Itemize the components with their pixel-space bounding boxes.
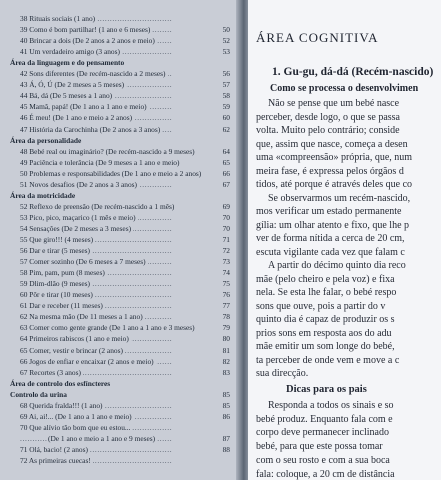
toc-entry	[0, 456, 230, 466]
toc-page-number: 71	[214, 235, 230, 245]
body-line: Se observarmos um recém-nascido,	[268, 192, 411, 204]
toc-entry	[0, 224, 230, 234]
toc-entry-title: 61 Dar e receber (11 meses)	[20, 301, 103, 311]
toc-entry-title: 53 Pico, pico, maçarico (1 mês e meio)	[20, 212, 136, 222]
body-line: A partir do décimo quinto dia reco	[268, 260, 406, 271]
toc-entry-title: 40 Brincar a dois (De 2 anos a 2 anos e meio)	[20, 36, 155, 46]
toc-entry-title: 59 Dlim-dlão (9 meses)	[20, 279, 90, 289]
body-line: prios sons em resposta aos do adu	[256, 327, 392, 339]
toc-entry-title: 60 Pôr e tirar (10 meses)	[20, 290, 93, 300]
toc-entry	[0, 434, 230, 444]
toc-entry	[0, 91, 230, 101]
body-line: que, assim que nasce, começa a desen	[256, 138, 408, 150]
toc-entry-title: 42 Sons diferentes (De recém-nascido a 2 meses)	[20, 69, 166, 79]
toc-entry	[0, 401, 230, 411]
body-line: sua direcção.	[256, 368, 309, 379]
toc-entry	[0, 202, 230, 212]
toc-entry	[0, 47, 230, 57]
toc-entry	[0, 25, 230, 35]
toc-entry-title: 55 Que giro!!! (4 meses)	[20, 235, 94, 244]
toc-page-number: 70	[214, 224, 230, 234]
toc-entry-title: 63 Comer como gente grande (De 1 ano a 1 ano e 3 meses)	[20, 323, 195, 333]
toc-entry-title: 47 História da Carochinha (De 2 anos a 3 anos)	[20, 124, 161, 134]
sub-heading: Como se processa o desenvolvimen	[270, 83, 419, 94]
toc-entry-title: 46 É meu! (De 1 ano e meio a 2 anos)	[20, 113, 133, 123]
tips-heading: Dicas para os pais	[286, 384, 367, 395]
toc-entry	[0, 147, 230, 157]
toc-section-heading	[0, 58, 230, 68]
toc-entry	[0, 36, 230, 46]
toc-page-number: 73	[214, 257, 230, 267]
toc-page-number: 65	[214, 158, 230, 168]
toc-page-number: 70	[214, 213, 230, 223]
chapter-title: 1. Gu-gu, dá-dá (Recém-nascido)	[272, 66, 434, 78]
toc-page-number: 64	[214, 147, 230, 157]
body-line: sons que ouve, pois a partir do v	[256, 300, 386, 312]
body-line: ver de forma nítida a cerca de 20 cm,	[256, 233, 405, 244]
toc-entry-title: (De 1 ano e meio a 1 ano e 9 meses)	[48, 433, 156, 443]
toc-page-number: 59	[214, 102, 230, 112]
toc-page-number: 69	[214, 202, 230, 212]
toc-entry-title: 56 Dar e tirar (5 meses)	[20, 246, 90, 256]
toc-entry	[0, 213, 230, 223]
toc-entry-title: 71 Olá, bacio! (2 anos)	[20, 444, 88, 454]
toc-entry-title: 50 Problemas e responsabilidades (De 1 ano e meio a 2 anos)	[20, 168, 202, 178]
tips-line: fala: coloque, a 20 cm de distância	[256, 468, 395, 480]
body-line: escuta vigilante cada vez que falam c	[256, 246, 405, 258]
body-line: uma «compreensão» própria, que, num	[256, 152, 413, 163]
tips-line: Responda a todos os sinais e so	[268, 400, 394, 411]
toc-page-number: 52	[214, 36, 230, 46]
toc-entry	[0, 257, 230, 267]
body-line: volta. Muito pelo contrário; conside	[256, 125, 400, 136]
toc-page-number: 66	[214, 169, 230, 179]
toc-entry-title: 43 Á, Ó, Ú (De 2 meses a 5 meses)	[20, 80, 125, 90]
toc-page-number: 72	[214, 246, 230, 256]
toc-entry	[0, 69, 230, 79]
toc-entry	[0, 390, 230, 400]
toc-entry	[0, 125, 230, 135]
toc-entry-title: 72 As primeiras cuecas!	[20, 456, 91, 465]
toc-page-number: 75	[214, 279, 230, 289]
toc-entry	[0, 412, 230, 422]
toc-entry-title: 49 Paciência e tolerância (De 9 meses a 1 ano e meio)	[20, 157, 180, 167]
toc-page-number: 83	[214, 368, 230, 378]
body-line: meira fase, é expressa pelos órgãos d	[256, 165, 404, 177]
toc-page-number: 74	[214, 268, 230, 278]
toc-entry-title: 51 Novos desafios (De 2 anos a 3 anos)	[20, 179, 137, 189]
toc-entry-title: Área da motricidade	[10, 190, 76, 200]
toc-entry	[0, 290, 230, 300]
toc-entry	[0, 169, 230, 179]
toc-entry	[0, 301, 230, 311]
toc-page-number: 67	[214, 180, 230, 190]
body-line: gília: um olhar atento e fixo, que lhe p	[256, 219, 410, 231]
toc-section-heading	[0, 136, 230, 146]
toc-entry-title: 57 Comer sozinho (De 6 meses a 7 meses)	[20, 257, 146, 267]
toc-entry	[0, 346, 230, 356]
body-line: mãe (pelo cheiro e pela voz) e fixa	[256, 273, 395, 285]
toc-entry-title: 62 Na mesma mão (De 11 meses a 1 ano)	[20, 312, 143, 322]
toc-page-number: 79	[214, 323, 230, 333]
toc-entry-title: 69 Ai, ai!... (De 1 ano a 1 ano e meio)	[20, 411, 132, 421]
toc-entry	[0, 334, 230, 344]
toc-page-number: 81	[214, 346, 230, 356]
body-line: mãe emitir um som longe do bebé,	[256, 341, 395, 352]
toc-entry-title: 48 Bebé real ou imaginário? (De recém-nascido a 9 meses)	[20, 146, 195, 156]
right-page-text	[248, 0, 441, 480]
toc-entry-title: 39 Como é bom partilhar! (1 ano e 6 meses)	[20, 25, 151, 35]
toc-section-heading	[0, 191, 230, 201]
tips-line: bebé produz. Enquanto fala com e	[256, 413, 393, 425]
toc-page-number: 76	[214, 290, 230, 300]
body-line: nela. Se esta lhe falar, o bebé respo	[256, 287, 397, 298]
toc-entry	[0, 445, 230, 455]
toc-page-number: 88	[214, 445, 230, 455]
toc-entry-title: Controlo da urina	[10, 389, 67, 399]
body-line: quinto dia é capaz de produzir os s	[256, 314, 395, 325]
toc-entry	[0, 80, 230, 90]
toc-entry	[0, 368, 230, 378]
toc-page-number: 87	[214, 434, 230, 444]
toc-entry	[0, 279, 230, 289]
toc-page-number: 57	[214, 80, 230, 90]
toc-entry	[0, 323, 230, 333]
toc-page-number: 85	[214, 401, 230, 411]
toc-entry	[0, 246, 230, 256]
tips-line: corpo deve permanecer inclinado	[256, 427, 389, 439]
toc-page-number: 80	[214, 334, 230, 344]
body-line: ta perceber de onde vem e move a c	[256, 354, 400, 366]
toc-entry-title: 38 Rituais sociais (1 ano)	[20, 14, 96, 23]
toc-entry-title: Área de controlo dos esfíncteres	[10, 378, 111, 388]
toc-entry	[0, 14, 230, 24]
toc-entry	[0, 357, 230, 367]
tips-line: com o seu rosto e com a sua boca	[256, 454, 390, 466]
toc-entry	[0, 158, 230, 168]
toc-entry-title: 64 Primeiros rabiscos (1 ano e meio)	[20, 334, 129, 344]
tips-line: bebé, para que este possa tomar	[256, 441, 383, 453]
toc-page-number: 60	[214, 113, 230, 123]
toc-page-number: 77	[214, 301, 230, 311]
body-line: perceber, desde logo, o que se passa	[256, 111, 400, 123]
toc-entry-title: 44 Bá, dá (De 5 meses a 1 ano)	[20, 91, 113, 101]
body-line: Não se pense que um bebé nasce	[268, 98, 400, 109]
toc-entry	[0, 312, 230, 322]
toc-entry	[0, 268, 230, 278]
toc-page-number: 53	[214, 47, 230, 57]
toc-section-heading	[0, 379, 230, 389]
toc-entry	[0, 113, 230, 123]
toc-page-number: 85	[214, 390, 230, 400]
toc-page-number: 86	[214, 412, 230, 422]
toc-entry	[0, 102, 230, 112]
body-line: mos verificar um estado permanente	[256, 206, 402, 217]
toc-entry-title: 41 Um verdadeiro amigo (3 anos)	[20, 47, 120, 57]
toc-entry-title: 52 Reflexo de preensão (De recém-nascido a 1 mês)	[20, 201, 175, 211]
toc-entry-title: Área da personalidade	[10, 135, 82, 145]
toc-entry-title: 66 Jogos de enfiar e encaixar (2 anos e meio)	[20, 356, 154, 366]
body-line: tidos, até porque é através deles que co	[256, 179, 413, 190]
section-title: ÁREA COGNITIVA	[256, 30, 379, 45]
toc-entry-title: 68 Querida fralda!!! (1 ano)	[20, 400, 103, 410]
toc-entry	[0, 235, 230, 245]
toc-page-number: 58	[214, 91, 230, 101]
toc-entry-title: Área da linguagem e do pensamento	[10, 58, 125, 68]
toc-entry-title: 54 Sensações (De 2 meses a 3 meses)	[20, 223, 132, 233]
toc-entry	[0, 180, 230, 190]
toc-entry	[0, 423, 230, 433]
toc-entry-title: 65 Comer, vestir e brincar (2 anos)	[20, 345, 123, 355]
toc-entry-title: 70 Que alívio tão bom que eu estou...	[20, 422, 131, 432]
toc-entry-title: 58 Pim, pam, pum (8 meses)	[20, 268, 105, 278]
toc-entry-title: 45 Mamã, papá! (De 1 ano a 1 ano e meio)	[20, 102, 147, 112]
toc-page-number: 78	[214, 312, 230, 322]
toc-page-number: 56	[214, 69, 230, 79]
toc-page-number: 62	[214, 125, 230, 135]
toc-page-number: 82	[214, 357, 230, 367]
toc-entry-title: 67 Recortes (3 anos)	[20, 367, 81, 377]
toc-page-number: 50	[214, 25, 230, 35]
